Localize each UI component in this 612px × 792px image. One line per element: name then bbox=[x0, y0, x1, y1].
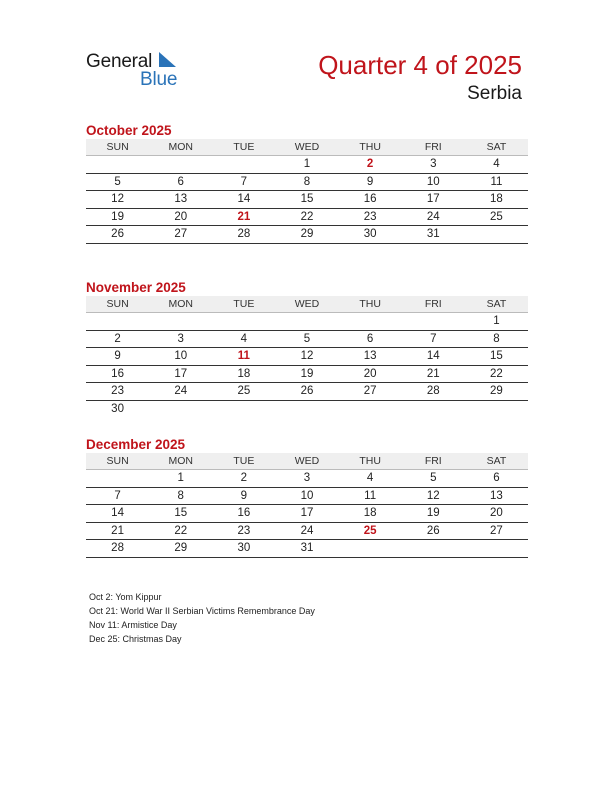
day-cell: 3 bbox=[275, 470, 338, 488]
day-cell: 10 bbox=[275, 487, 338, 505]
week-row bbox=[86, 505, 528, 523]
day-cell: 15 bbox=[149, 505, 212, 523]
day-cell: 28 bbox=[402, 383, 465, 401]
day-cell: 11 bbox=[465, 173, 528, 191]
day-cell: 31 bbox=[402, 226, 465, 244]
weekday-header-row bbox=[86, 139, 528, 156]
day-cell: 7 bbox=[402, 330, 465, 348]
day-cell: 26 bbox=[402, 522, 465, 540]
weekday-label: SAT bbox=[465, 139, 528, 156]
day-cell: 6 bbox=[339, 330, 402, 348]
logo-general-text: General bbox=[86, 51, 153, 72]
month-title: October 2025 bbox=[86, 123, 172, 138]
weekday-label: THU bbox=[339, 453, 402, 470]
day-cell: 29 bbox=[275, 226, 338, 244]
day-cell: 22 bbox=[149, 522, 212, 540]
day-cell: 28 bbox=[212, 226, 275, 244]
day-cell: 3 bbox=[402, 156, 465, 174]
logo-flag-icon bbox=[159, 52, 177, 68]
day-cell: 8 bbox=[149, 487, 212, 505]
day-cell: 12 bbox=[275, 348, 338, 366]
day-cell: 21 bbox=[86, 522, 149, 540]
empty-day-cell bbox=[339, 313, 402, 331]
week-row bbox=[86, 226, 528, 244]
country-name: Serbia bbox=[467, 83, 522, 104]
week-row bbox=[86, 330, 528, 348]
day-cell: 22 bbox=[275, 208, 338, 226]
day-cell: 22 bbox=[465, 365, 528, 383]
day-cell: 23 bbox=[339, 208, 402, 226]
day-cell: 18 bbox=[339, 505, 402, 523]
week-row bbox=[86, 470, 528, 488]
day-cell: 24 bbox=[149, 383, 212, 401]
empty-day-cell bbox=[275, 313, 338, 331]
weekday-label: WED bbox=[275, 453, 338, 470]
day-cell: 30 bbox=[212, 540, 275, 558]
empty-day-cell bbox=[86, 470, 149, 488]
weekday-header-row bbox=[86, 453, 528, 470]
day-cell: 1 bbox=[465, 313, 528, 331]
holiday-note: Oct 2: Yom Kippur bbox=[89, 592, 162, 602]
holiday-note: Nov 11: Armistice Day bbox=[89, 620, 177, 630]
weekday-label: TUE bbox=[212, 296, 275, 313]
week-row bbox=[86, 522, 528, 540]
day-cell: 21 bbox=[402, 365, 465, 383]
day-cell: 14 bbox=[86, 505, 149, 523]
weekday-header-row bbox=[86, 296, 528, 313]
holiday-note: Oct 21: World War II Serbian Victims Remembrance Day bbox=[89, 606, 315, 616]
generalblue-logo bbox=[86, 50, 196, 92]
weekday-label: THU bbox=[339, 296, 402, 313]
empty-day-cell bbox=[149, 313, 212, 331]
empty-day-cell bbox=[212, 313, 275, 331]
day-cell: 31 bbox=[275, 540, 338, 558]
week-row bbox=[86, 383, 528, 401]
day-cell: 20 bbox=[465, 505, 528, 523]
empty-day-cell bbox=[149, 400, 212, 417]
day-cell: 16 bbox=[86, 365, 149, 383]
day-cell: 23 bbox=[86, 383, 149, 401]
empty-day-cell bbox=[465, 226, 528, 244]
weekday-label: FRI bbox=[402, 139, 465, 156]
day-cell: 1 bbox=[275, 156, 338, 174]
week-row bbox=[86, 400, 528, 417]
day-cell: 6 bbox=[465, 470, 528, 488]
weekday-label: SAT bbox=[465, 296, 528, 313]
weekday-label: WED bbox=[275, 139, 338, 156]
calendar-table bbox=[86, 139, 528, 244]
weekday-label: MON bbox=[149, 139, 212, 156]
calendar-table bbox=[86, 453, 528, 558]
week-row bbox=[86, 208, 528, 226]
day-cell: 27 bbox=[149, 226, 212, 244]
day-cell: 23 bbox=[212, 522, 275, 540]
day-cell: 21 bbox=[212, 208, 275, 226]
month-title: November 2025 bbox=[86, 280, 186, 295]
month-title: December 2025 bbox=[86, 437, 186, 452]
week-row bbox=[86, 348, 528, 366]
calendar-table bbox=[86, 296, 528, 417]
weekday-label: FRI bbox=[402, 296, 465, 313]
day-cell: 12 bbox=[402, 487, 465, 505]
day-cell: 5 bbox=[86, 173, 149, 191]
empty-day-cell bbox=[465, 540, 528, 558]
day-cell: 9 bbox=[339, 173, 402, 191]
day-cell: 14 bbox=[402, 348, 465, 366]
day-cell: 26 bbox=[86, 226, 149, 244]
day-cell: 13 bbox=[149, 191, 212, 209]
day-cell: 24 bbox=[402, 208, 465, 226]
month-october bbox=[86, 122, 528, 244]
empty-day-cell bbox=[402, 540, 465, 558]
holiday-note: Dec 25: Christmas Day bbox=[89, 634, 182, 644]
day-cell: 11 bbox=[212, 348, 275, 366]
empty-day-cell bbox=[465, 400, 528, 417]
day-cell: 20 bbox=[149, 208, 212, 226]
day-cell: 29 bbox=[149, 540, 212, 558]
weekday-label: SAT bbox=[465, 453, 528, 470]
weekday-label: THU bbox=[339, 139, 402, 156]
day-cell: 30 bbox=[339, 226, 402, 244]
month-november bbox=[86, 279, 528, 417]
day-cell: 25 bbox=[339, 522, 402, 540]
holiday-notes bbox=[89, 590, 315, 646]
empty-day-cell bbox=[212, 400, 275, 417]
day-cell: 4 bbox=[212, 330, 275, 348]
day-cell: 26 bbox=[275, 383, 338, 401]
empty-day-cell bbox=[275, 400, 338, 417]
day-cell: 14 bbox=[212, 191, 275, 209]
empty-day-cell bbox=[149, 156, 212, 174]
logo-blue-text: Blue bbox=[140, 69, 178, 90]
day-cell: 20 bbox=[339, 365, 402, 383]
day-cell: 25 bbox=[465, 208, 528, 226]
day-cell: 2 bbox=[86, 330, 149, 348]
day-cell: 8 bbox=[275, 173, 338, 191]
weekday-label: TUE bbox=[212, 139, 275, 156]
empty-day-cell bbox=[402, 400, 465, 417]
day-cell: 7 bbox=[86, 487, 149, 505]
week-row bbox=[86, 487, 528, 505]
day-cell: 2 bbox=[212, 470, 275, 488]
day-cell: 17 bbox=[275, 505, 338, 523]
week-row bbox=[86, 173, 528, 191]
day-cell: 4 bbox=[465, 156, 528, 174]
day-cell: 9 bbox=[86, 348, 149, 366]
day-cell: 19 bbox=[275, 365, 338, 383]
day-cell: 9 bbox=[212, 487, 275, 505]
week-row bbox=[86, 313, 528, 331]
day-cell: 13 bbox=[465, 487, 528, 505]
weekday-label: MON bbox=[149, 296, 212, 313]
week-row bbox=[86, 191, 528, 209]
day-cell: 17 bbox=[149, 365, 212, 383]
page-title: Quarter 4 of 2025 bbox=[318, 50, 522, 80]
day-cell: 15 bbox=[465, 348, 528, 366]
day-cell: 5 bbox=[402, 470, 465, 488]
day-cell: 19 bbox=[402, 505, 465, 523]
weekday-label: WED bbox=[275, 296, 338, 313]
day-cell: 19 bbox=[86, 208, 149, 226]
week-row bbox=[86, 365, 528, 383]
weekday-label: SUN bbox=[86, 139, 149, 156]
day-cell: 27 bbox=[339, 383, 402, 401]
day-cell: 4 bbox=[339, 470, 402, 488]
weekday-label: SUN bbox=[86, 453, 149, 470]
day-cell: 18 bbox=[465, 191, 528, 209]
day-cell: 17 bbox=[402, 191, 465, 209]
day-cell: 18 bbox=[212, 365, 275, 383]
day-cell: 11 bbox=[339, 487, 402, 505]
empty-day-cell bbox=[212, 156, 275, 174]
day-cell: 16 bbox=[212, 505, 275, 523]
day-cell: 10 bbox=[402, 173, 465, 191]
empty-day-cell bbox=[86, 156, 149, 174]
day-cell: 27 bbox=[465, 522, 528, 540]
month-december bbox=[86, 436, 528, 558]
weekday-label: MON bbox=[149, 453, 212, 470]
day-cell: 13 bbox=[339, 348, 402, 366]
weekday-label: FRI bbox=[402, 453, 465, 470]
day-cell: 10 bbox=[149, 348, 212, 366]
day-cell: 7 bbox=[212, 173, 275, 191]
day-cell: 30 bbox=[111, 402, 124, 415]
day-cell: 16 bbox=[339, 191, 402, 209]
day-cell: 15 bbox=[275, 191, 338, 209]
day-cell: 29 bbox=[465, 383, 528, 401]
weekday-label: SUN bbox=[86, 296, 149, 313]
day-cell: 5 bbox=[275, 330, 338, 348]
week-row bbox=[86, 540, 528, 558]
day-cell: 1 bbox=[149, 470, 212, 488]
weekday-label: TUE bbox=[212, 453, 275, 470]
empty-day-cell bbox=[402, 313, 465, 331]
week-row bbox=[86, 156, 528, 174]
day-cell: 3 bbox=[149, 330, 212, 348]
day-cell: 8 bbox=[465, 330, 528, 348]
day-cell: 12 bbox=[86, 191, 149, 209]
day-cell: 25 bbox=[212, 383, 275, 401]
empty-day-cell bbox=[86, 313, 149, 331]
empty-day-cell bbox=[339, 400, 402, 417]
day-cell: 28 bbox=[86, 540, 149, 558]
day-cell: 24 bbox=[275, 522, 338, 540]
empty-day-cell bbox=[339, 540, 402, 558]
day-cell: 6 bbox=[149, 173, 212, 191]
day-cell: 2 bbox=[339, 156, 402, 174]
